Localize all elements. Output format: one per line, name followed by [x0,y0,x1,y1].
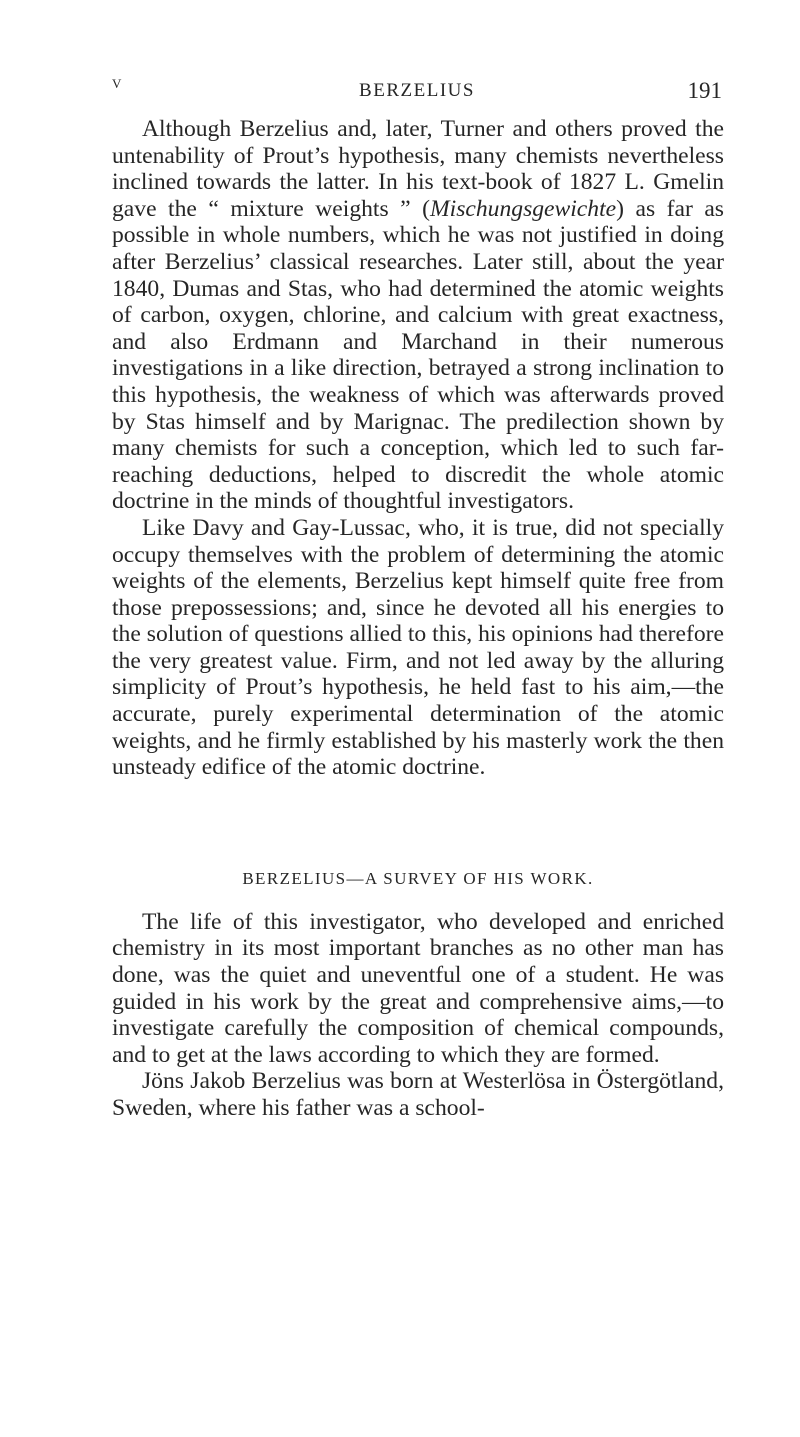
page-number: 191 [687,78,722,103]
italic-term: Mischungsgewichte [430,195,617,222]
paragraph-prout-hypothesis [112,116,724,515]
signature-mark: V [112,76,122,91]
paragraph-text: Although Berzelius and, later, Turner and others proved the untenability of Prout’s hypothesis, many chemists nevertheless inclined towards the latter. In his text-book of 1827 L. Gmelin gave the “ mixture weights ” ( [112,116,724,222]
paragraph-life-of-investigator: The life of this investigator, who developed and enriched chemistry in its most important branches as no other man has done, was the quiet and uneventful one of a student. He was guided in his work by the great and comprehensive aims,—to investigate carefully the composition of chemical compounds, and to get at the laws according to which they are formed. [112,908,724,1068]
running-title: BERZELIUS [359,80,475,101]
section-heading: BERZELIUS—A SURVEY OF HIS WORK. [242,868,594,888]
paragraph-birth: Jöns Jakob Berzelius was born at Westerlösa in Östergötland, Sweden, where his father was a school- [112,1068,724,1121]
running-head [112,74,722,104]
paragraph-text: ) as far as possible in whole numbers, which he was not justified in doing after Berzelius’ classical researches. Later still, about the year 1840, Dumas and Stas, who had determined the atomic weights of carbon, oxygen, chlorine, and calcium with great exactness, and also Erdmann and Marchand in their numerous investigations in a like direction, betrayed a strong inclination to this hypothesis, the weakness of which was afterwards proved by Stas himself and by Marignac. The predilection shown by many chemists for such a conception, which led to such far-reaching deductions, helped to discredit the whole atomic doctrine in the minds of thoughtful investigators. [112,195,724,515]
paragraph-berzelius-atomic-weights: Like Davy and Gay-Lussac, who, it is true, did not specially occupy themselves with the problem of determining the atomic weights of the elements, Berzelius kept himself quite free from those prepossessions; and, since he devoted all his energies to the solution of questions allied to this, his opinions had therefore the very greatest value. Firm, and not led away by the alluring simplicity of Prout’s hypothesis, he held fast to his aim,—the accurate, purely experimental determination of the atomic weights, and he firmly established by his masterly work the then unsteady edifice of the atomic doctrine. [112,514,724,781]
body-text [112,116,724,1122]
